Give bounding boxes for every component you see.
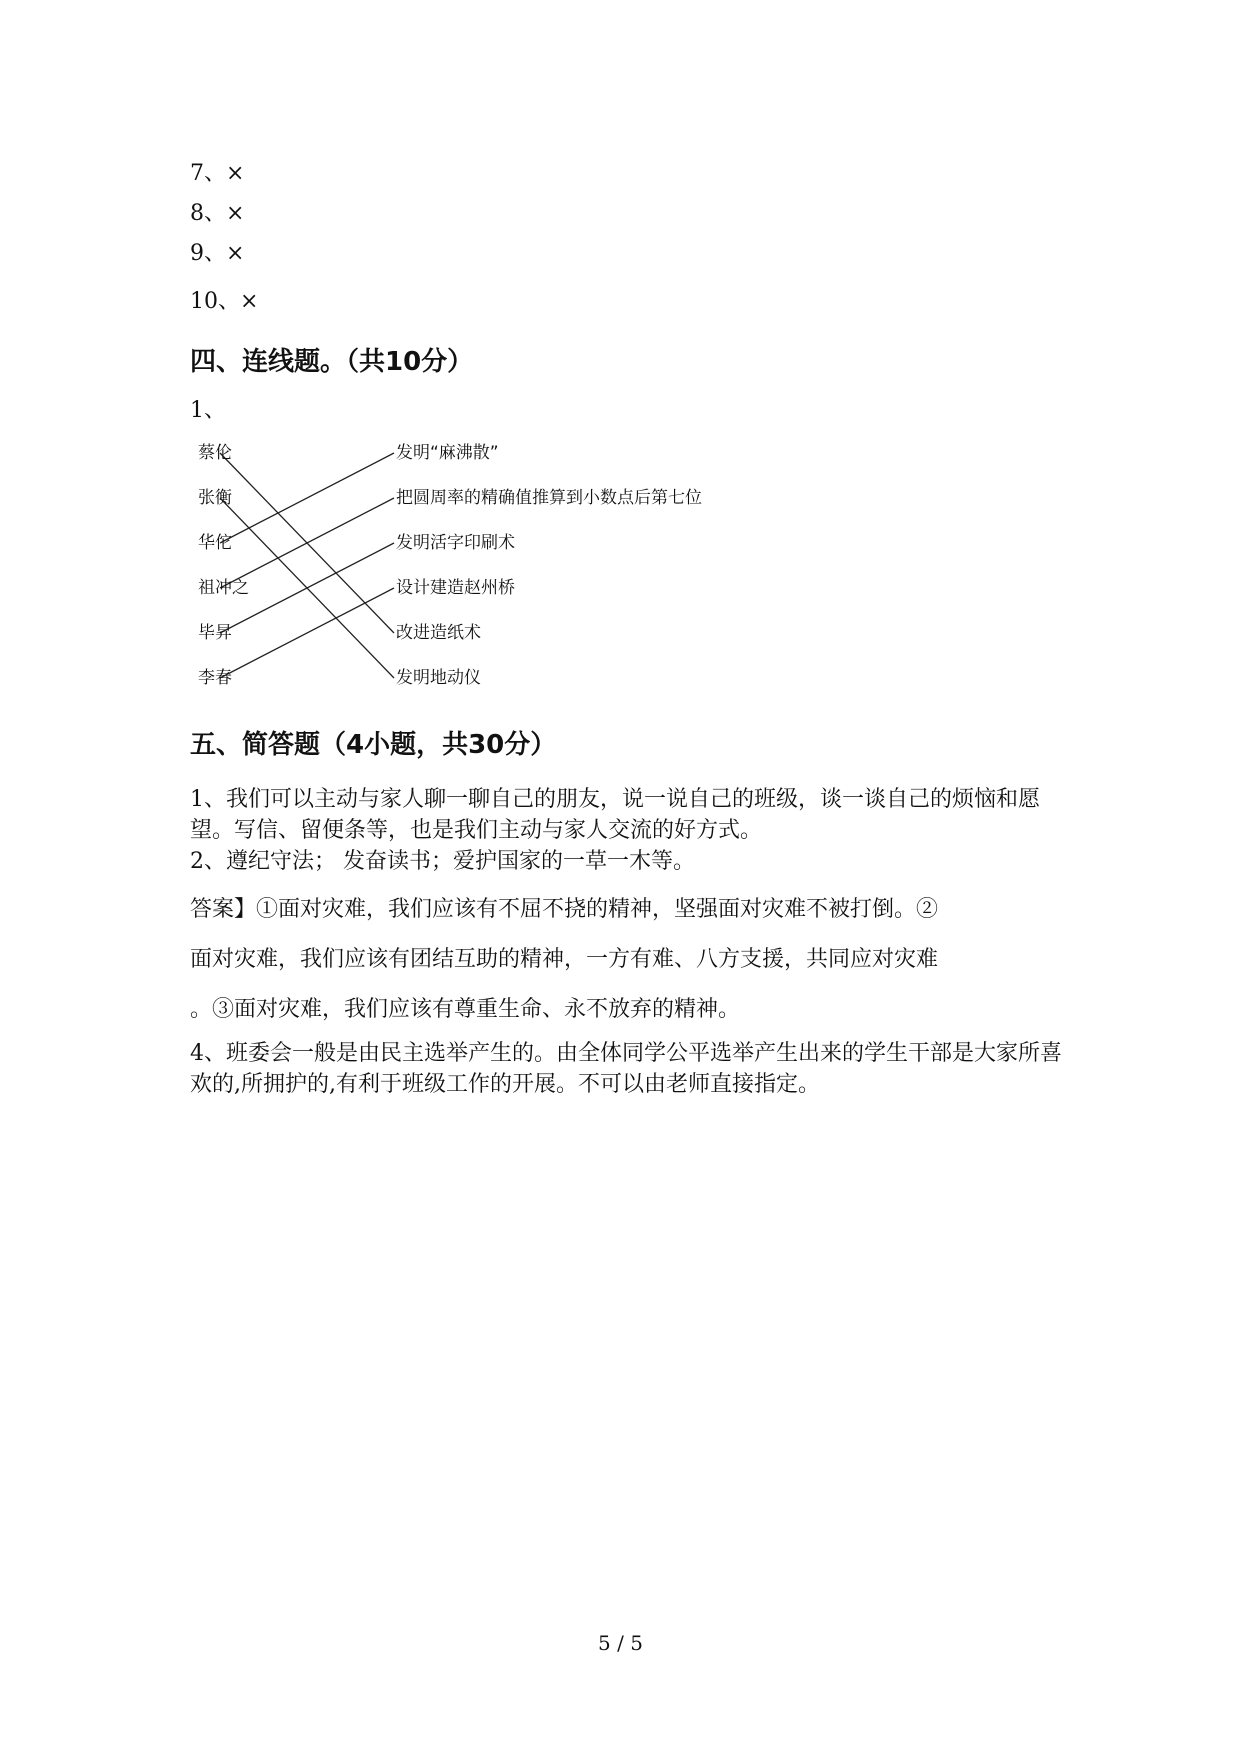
matching-diagram <box>190 440 702 710</box>
answer-2: 2、遵纪守法； 发奋读书；爱护国家的一草一木等。 <box>190 849 695 874</box>
right-item-pi: 把圆周率的精确值推算到小数点后第七位 <box>396 488 702 508</box>
match-line <box>220 588 394 678</box>
cross-mark-icon: × <box>226 161 245 186</box>
tf-answer-9 <box>190 240 244 268</box>
answer-3-line-2: 面对灾难，我们应该有团结互助的精神，一方有难、八方支援，共同应对灾难 <box>190 947 939 972</box>
right-item-papermaking: 改进造纸术 <box>396 623 481 643</box>
match-line <box>220 498 394 588</box>
section-4-heading: 四、连线题。（共10分） <box>190 347 474 377</box>
cross-mark-icon: × <box>240 289 259 314</box>
left-item-cai-lun: 蔡伦 <box>198 443 232 463</box>
cross-mark-icon: × <box>226 241 245 266</box>
question-1-label: 1、 <box>190 398 226 423</box>
left-item-bi-sheng: 毕昇 <box>198 623 232 643</box>
answer-1: 1、我们可以主动与家人聊一聊自己的朋友，说一说自己的班级，谈一谈自己的烦恼和愿望。写信、留便条等，也是我们主动与家人交流的好方式。 <box>190 787 1040 843</box>
page-number: 5 / 5 <box>598 1631 643 1655</box>
match-line <box>220 453 394 543</box>
tf-answer-7 <box>190 160 244 188</box>
answer-number: 8、 <box>190 201 226 226</box>
left-item-hua-tuo: 华佗 <box>198 533 232 553</box>
left-item-zhang-heng: 张衡 <box>198 488 232 508</box>
cross-mark-icon: × <box>226 201 245 226</box>
answer-number: 10、 <box>190 289 240 314</box>
answer-3-line-3: 。③面对灾难，我们应该有尊重生命、永不放弃的精神。 <box>190 997 741 1022</box>
left-item-zu-chongzhi: 祖冲之 <box>198 578 249 598</box>
right-item-zhaozhou: 设计建造赵州桥 <box>396 578 515 598</box>
right-item-mafeisan: 发明“麻沸散” <box>396 443 499 463</box>
answer-3-line-1: 答案】①面对灾难，我们应该有不屈不挠的精神，坚强面对灾难不被打倒。② <box>190 897 939 922</box>
answer-number: 7、 <box>190 161 226 186</box>
answer-4: 4、班委会一般是由民主选举产生的。由全体同学公平选举产生出来的学生干部是大家所喜欢的,所拥护的,有利于班级工作的开展。不可以由老师直接指定。 <box>190 1041 1063 1097</box>
left-item-li-chun: 李春 <box>198 668 232 688</box>
tf-answer-8 <box>190 200 244 228</box>
section-5-heading: 五、简答题（4小题，共30分） <box>190 730 557 760</box>
right-item-seismograph: 发明地动仪 <box>396 668 481 688</box>
answer-number: 9、 <box>190 241 226 266</box>
right-item-printing: 发明活字印刷术 <box>396 533 515 553</box>
tf-answer-10 <box>190 288 258 316</box>
